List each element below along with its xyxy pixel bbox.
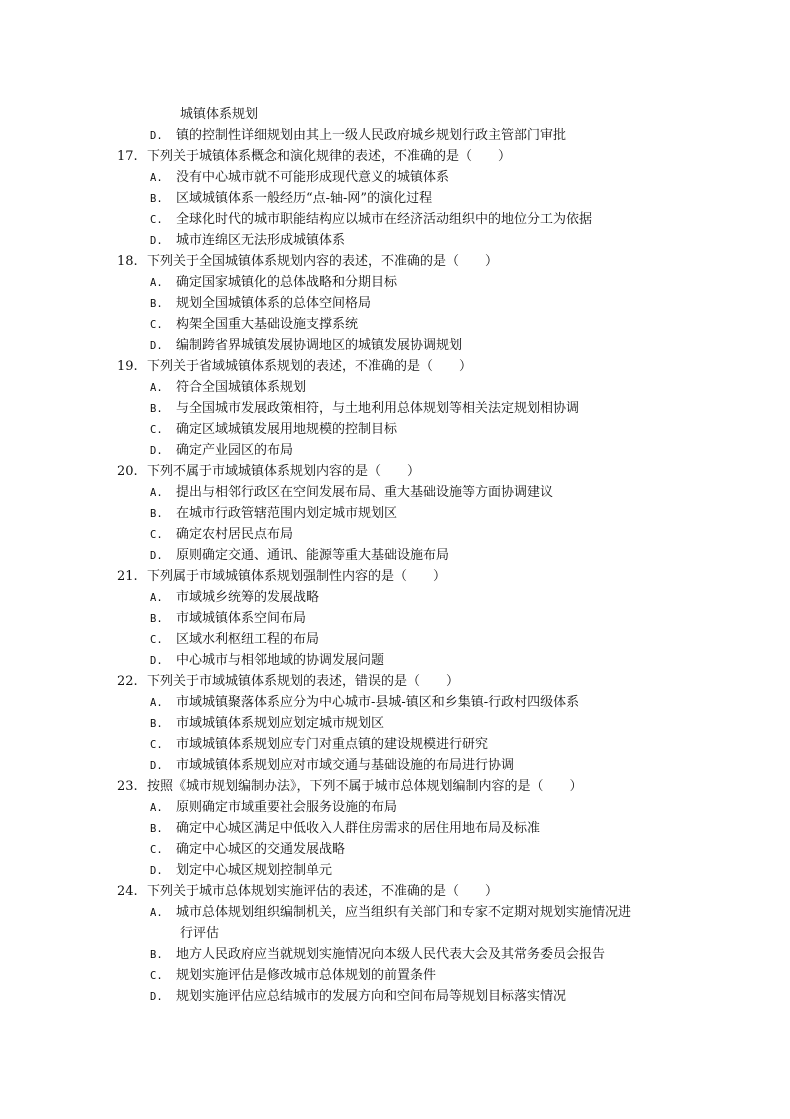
option-b [150,713,384,734]
question-24-stem [117,881,498,902]
option-letter: C. [150,214,163,226]
option-text-continuation: 行评估 [180,926,220,941]
option-c [150,734,488,755]
option-letter: D. [150,760,163,772]
option-text: 城市总体规划组织编制机关，应当组织有关部门和专家不定期对规划实施情况进 [176,905,632,920]
question-17-stem [117,146,511,167]
option-d [150,986,566,1007]
option-b [150,608,306,629]
option-letter: C. [150,529,163,541]
option-text: 原则确定市域重要社会服务设施的布局 [176,800,398,815]
option-a-continuation [180,923,219,944]
option-text: 确定产业园区的布局 [176,443,294,458]
option-d [150,440,293,461]
option-letter: D. [150,340,163,352]
option-letter: D. [150,655,163,667]
option-letter: C. [150,739,163,751]
question-text: 下列关于市域城镇体系规划的表述，错误的是（ ） [147,674,460,689]
question-21-stem [117,566,446,587]
option-a [150,167,449,188]
option-letter: A. [150,697,163,709]
option-letter: B. [150,298,163,310]
option-text: 市域城乡统筹的发展战略 [176,590,320,605]
option-a [150,797,397,818]
option-text: 符合全国城镇体系规划 [176,380,307,395]
option-b [150,503,397,524]
option-letter: D. [150,130,163,142]
option-text: 规划全国城镇体系的总体空间格局 [176,296,372,311]
option-text: 划定中心城区规划控制单元 [176,863,333,878]
option-d [150,860,332,881]
option-text: 确定农村居民点布局 [176,527,294,542]
option-text: 市域城镇体系规划应对市域交通与基础设施的布局进行协调 [176,758,515,773]
option-b [150,398,579,419]
question-number: 19. [117,359,138,374]
option-letter: C. [150,844,163,856]
option-text: 没有中心城市就不可能形成现代意义的城镇体系 [176,170,450,185]
option-text: 区域水利枢纽工程的布局 [176,632,320,647]
question-23-stem [117,776,583,797]
option-text: 地方人民政府应当就规划实施情况向本级人民代表大会及其常务委员会报告 [176,947,606,962]
option-letter: D. [150,865,163,877]
option-text: 镇的控制性详细规划由其上一级人民政府城乡规划行政主管部门审批 [176,128,567,143]
option-letter: C. [150,970,163,982]
option-letter: B. [150,613,163,625]
option-d [150,755,514,776]
option-letter: B. [150,403,163,415]
question-number: 21. [117,569,138,584]
option-letter: B. [150,508,163,520]
option-b [150,944,605,965]
option-b [150,188,432,209]
option-c [150,419,397,440]
option-text: 规划实施评估应总结城市的发展方向和空间布局等规划目标落实情况 [176,989,567,1004]
option-text: 构架全国重大基础设施支撑系统 [176,317,359,332]
option-c [150,209,592,230]
option-letter: A. [150,382,163,394]
question-number: 23. [117,779,138,794]
option-d [150,545,449,566]
option-letter: D. [150,550,163,562]
option-c [150,524,293,545]
option-text: 确定中心城区的交通发展战略 [176,842,346,857]
option-text: 原则确定交通、通讯、能源等重大基础设施布局 [176,548,450,563]
option-letter: C. [150,424,163,436]
option-text: 提出与相邻行政区在空间发展布局、重大基础设施等方面协调建议 [176,485,554,500]
option-letter: A. [150,802,163,814]
option-text: 市域城镇体系规划应划定城市规划区 [176,716,385,731]
question-number: 20. [117,464,138,479]
option-letter: B. [150,193,163,205]
question-20-stem [117,461,420,482]
question-text: 下列关于全国城镇体系规划内容的表述，不准确的是（ ） [147,254,499,269]
option-a [150,587,319,608]
option-a [150,902,631,923]
option-text: 市域城镇聚落体系应分为中心城市-县城-镇区和乡集镇-行政村四级体系 [176,695,580,710]
question-number: 24. [117,884,138,899]
option-a [150,692,579,713]
option-letter: C. [150,319,163,331]
option-d [150,230,345,251]
option-letter: D. [150,991,163,1003]
option-letter: A. [150,277,163,289]
question-text: 下列属于市域城镇体系规划强制性内容的是（ ） [147,569,447,584]
option-c [150,839,345,860]
option-c [150,629,319,650]
question-number: 22. [117,674,138,689]
question-number: 17. [117,149,138,164]
option-letter: B. [150,823,163,835]
option-text: 城市连绵区无法形成城镇体系 [176,233,346,248]
question-text: 下列关于城市总体规划实施评估的表述，不准确的是（ ） [147,884,499,899]
question-number: 18. [117,254,138,269]
continuation-text-content: 城镇体系规划 [180,107,259,122]
continuation-text [180,104,258,125]
option-letter: A. [150,172,163,184]
question-22-stem [117,671,459,692]
option-text: 市域城镇体系空间布局 [176,611,307,626]
option-text: 中心城市与相邻地域的协调发展问题 [176,653,385,668]
option-letter: B. [150,949,163,961]
option-text: 确定中心城区满足中低收入人群住房需求的居住用地布局及标准 [176,821,541,836]
option-a [150,272,397,293]
question-text: 下列关于省域城镇体系规划的表述，不准确的是（ ） [147,359,473,374]
option-text: 确定区域城镇发展用地规模的控制目标 [176,422,398,437]
option-letter: D. [150,235,163,247]
option-b [150,818,540,839]
question-18-stem [117,251,498,272]
option-text: 市域城镇体系规划应专门对重点镇的建设规模进行研究 [176,737,489,752]
option-c [150,965,436,986]
question-text: 按照《城市规划编制办法》，下列不属于城市总体规划编制内容的是（ ） [147,779,583,794]
option-letter: B. [150,718,163,730]
option-a [150,377,306,398]
option-c [150,314,358,335]
option-letter: D. [150,445,163,457]
question-text: 下列关于城镇体系概念和演化规律的表述，不准确的是（ ） [147,149,512,164]
option-text: 与全国城市发展政策相符，与土地利用总体规划等相关法定规划相协调 [176,401,580,416]
option-text: 编制跨省界城镇发展协调地区的城镇发展协调规划 [176,338,463,353]
option-text: 规划实施评估是修改城市总体规划的前置条件 [176,968,437,983]
option-d [150,650,384,671]
option-letter: C. [150,634,163,646]
option-letter: A. [150,487,163,499]
question-19-stem [117,356,472,377]
option-a [150,482,553,503]
option-letter: A. [150,592,163,604]
option-text: 全球化时代的城市职能结构应以城市在经济活动组织中的地位分工为依据 [176,212,593,227]
option-b [150,293,371,314]
option-d [150,125,566,146]
option-text: 确定国家城镇化的总体战略和分期目标 [176,275,398,290]
option-text: 在城市行政管辖范围内划定城市规划区 [176,506,398,521]
option-d [150,335,462,356]
question-text: 下列不属于市域城镇体系规划内容的是（ ） [147,464,421,479]
option-letter: A. [150,907,163,919]
option-text: 区域城镇体系一般经历“点-轴-网”的演化过程 [176,191,433,206]
